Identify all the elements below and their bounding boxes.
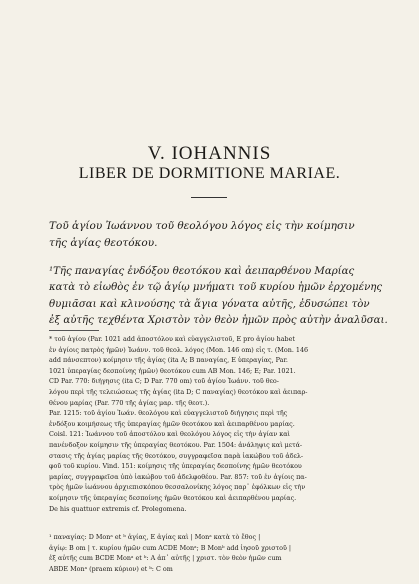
apparatus-line: * τοῦ ἁγίου (Par. 1021 add ἀποστόλου καὶ εὐαγγελιστοῦ, E pro ἁγίου habet	[49, 335, 295, 343]
apparatus-line: κοίμησιν τῆς ὑπεραγίας δεσποίνης ἡμῶν θεοτόκου καὶ ἀειπαρθένου μαρίας.	[49, 493, 297, 502]
critical-apparatus	[49, 334, 374, 514]
text-line: ¹Τῆς παναγίας ἐνδόξου θεοτόκου καὶ ἀειπαρθένου Μαρίας	[49, 266, 355, 277]
text-line: κατὰ τὸ εἰωθὸς ἐν τῷ ἁγίῳ μνήματι τοῦ κυρίου ἡμῶν ἐρχομένης	[49, 282, 383, 294]
apparatus-line: στασις τῆς ἁγίας μαρίας τῆς θεοτόκου, συγγραφεῖσα παρὰ ἰακώβου τοῦ ἀδελ-	[49, 451, 304, 460]
apparatus-line: 1021 ὑπεραγίας δεσποίνης ἡμῶν) θεοτόκου cum AB Mon. 146; E; Par. 1021.	[49, 366, 296, 375]
text-line: θυμιᾶσαι καὶ κλινούσης τὰ ἅγια γόνατα αὐτῆς, ἐδυσώπει τὸν	[49, 298, 370, 310]
apparatus-line: λόγου περὶ τῆς τελειώσεως τῆς ἁγίας (ita D; C παναγίας) θεοτόκου καὶ ἀειπαρ-	[49, 387, 308, 396]
note-line: ἐξ αὐτῆς cum BCDE Monᵃ et ᵇ: A ἀπ᾽ αὐτῆς | χριστ. τὸν θεὸν ἡμῶν cum	[49, 554, 282, 563]
note-line: ἁγίῳ: B om | τ. κυρίου ἡμῶν cum ACDE Monᵃ; B Monᵇ add ἰησοῦ χριστοῦ |	[49, 543, 292, 552]
apparatus-line: μαρίας, συγγραφεῖσα ὑπὸ ἰακώβου τοῦ ἀδελφοθέου. Par. 857: τοῦ ἐν ἁγίοις πα-	[49, 472, 307, 481]
apparatus-line: ἐνδόξου κοιμήσεως τῆς ὑπεραγίας ἡμῶν θεοτόκου καὶ ἀειπαρθένου μαρίας.	[49, 419, 295, 428]
variant-notes	[49, 532, 374, 574]
title-rule	[191, 197, 227, 198]
apparatus-line: ἐν ἁγίοις πατρὸς ἡμῶν) Ἰωάνν. τοῦ θεολ. λόγος (Mon. 146 om) εἰς τ. (Mon. 146	[49, 345, 309, 354]
apparatus-line: θένου μαρίας (Par. 770 τῆς ἁγίας μαρ. τῆς θεοτ.).	[49, 398, 210, 407]
apparatus-line: πανένδοξον κοίμησιν τῆς ὑπεραγίας θεοτόκου. Par. 1504: ἀνάληψις καὶ μετά-	[49, 440, 303, 449]
apparatus-line: τρὸς ἡμῶν ἰωάννου ἀρχιεπισκόπου θεσσαλονίκης λόγος παρ᾽ ἐφόλκων εἰς τὴν	[49, 483, 306, 492]
text-line: ἐξ αὐτῆς τεχθέντα Χριστὸν τὸν θεὸν ἡμῶν πρὸς αὐτὴν ἀναλῦσαι.	[49, 314, 388, 326]
greek-title-line-2: τῆς ἁγίας θεοτόκου.	[49, 237, 158, 249]
chapter-number: V. ΙΟΗΑΝΝΙS	[147, 143, 272, 164]
main-text	[49, 264, 388, 329]
note-line: ABDE Monᵃ (praem κύριον) et ᵇ: C om	[49, 564, 173, 573]
note-line: ¹ παναγίας: D Monᵃ et ᵇ ἁγίας, E ἁγίας καὶ | Monᵃ κατὰ τὸ ἔθος |	[49, 533, 261, 541]
chapter-title: LIBER DE DORMITIONE MARIAE.	[78, 165, 341, 182]
apparatus-line: φοῦ τοῦ κυρίου. Vind. 151: κοίμησις τῆς ὑπεραγίας δεσποίνης ἡμῶν θεοτόκου	[49, 462, 302, 471]
apparatus-line: CD Par. 770: διήγησις (ita C; D Par. 770 om) τοῦ ἁγίου Ἰωάνν. τοῦ θεο-	[49, 377, 279, 386]
footnote-rule	[49, 330, 99, 331]
apparatus-line: Coisl. 121: Ἰωάννου τοῦ ἀποστόλου καὶ θεολόγου λόγος εἰς τὴν ἁγίαν καὶ	[49, 430, 291, 439]
apparatus-line: add πάνσεπτον) κοίμησιν τῆς ἁγίας (ita A; B παναγίας, E ὑπεραγίας, Par.	[49, 356, 288, 365]
apparatus-line: Par. 1215: τοῦ ἁγίου Ἰωάν. θεολόγου καὶ εὐαγγελιστοῦ διήγησις περὶ τῆς	[49, 409, 288, 418]
greek-title	[49, 218, 381, 252]
greek-title-line-1: Τοῦ ἁγίου Ἰωάννου τοῦ θεολόγου λόγος εἰς τὴν κοίμησιν	[49, 220, 355, 232]
apparatus-line: De his quattuor extremis cf. Prolegomena.	[49, 504, 187, 513]
